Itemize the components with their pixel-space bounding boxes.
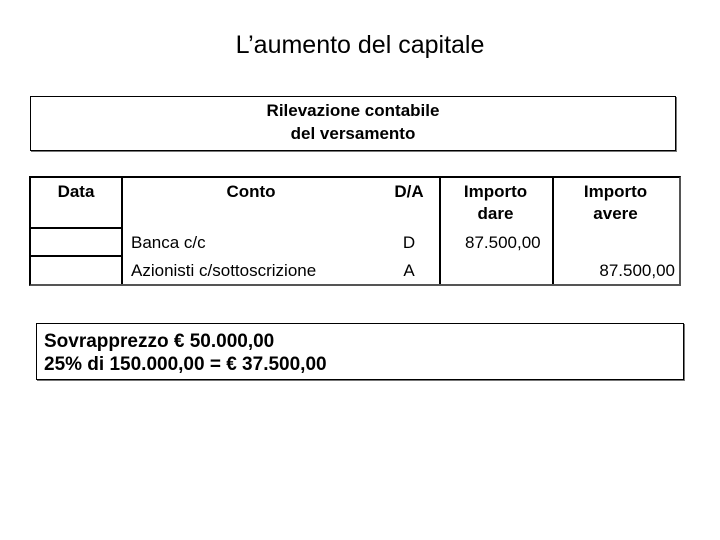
- ledger-divider: [121, 178, 123, 284]
- section-heading-box: [30, 96, 676, 151]
- column-header-conto: Conto: [226, 182, 276, 201]
- column-header-data: Data: [57, 182, 95, 201]
- column-header-da: D/A: [394, 182, 424, 201]
- column-header-importo-avere: [552, 181, 679, 225]
- section-heading-line-2: del versamento: [290, 124, 416, 143]
- note-box: [36, 323, 684, 380]
- column-header-importo-dare-line-1: Importo: [463, 182, 528, 201]
- column-header-importo-dare: [439, 181, 552, 225]
- section-heading-line-1: Rilevazione contabile: [266, 101, 440, 120]
- row-1-importo-dare: 87.500,00: [465, 233, 541, 252]
- row-2-importo-avere: 87.500,00: [599, 261, 675, 280]
- column-header-importo-avere-line-1: Importo: [583, 182, 648, 201]
- note-line-1: Sovrapprezzo € 50.000,00: [44, 331, 275, 352]
- row-2-da: A: [403, 261, 415, 280]
- page-title: L’aumento del capitale: [235, 31, 485, 59]
- column-header-importo-avere-line-2: avere: [593, 204, 638, 223]
- ledger-table: [29, 176, 681, 286]
- column-header-importo-dare-line-2: dare: [477, 204, 514, 223]
- row-2-conto: Azionisti c/sottoscrizione: [131, 261, 317, 280]
- row-1-conto: Banca c/c: [131, 233, 206, 252]
- row-1-da: D: [402, 233, 416, 252]
- ledger-divider: [31, 227, 121, 229]
- ledger-divider: [31, 255, 121, 257]
- note-line-2: 25% di 150.000,00 = € 37.500,00: [44, 354, 327, 375]
